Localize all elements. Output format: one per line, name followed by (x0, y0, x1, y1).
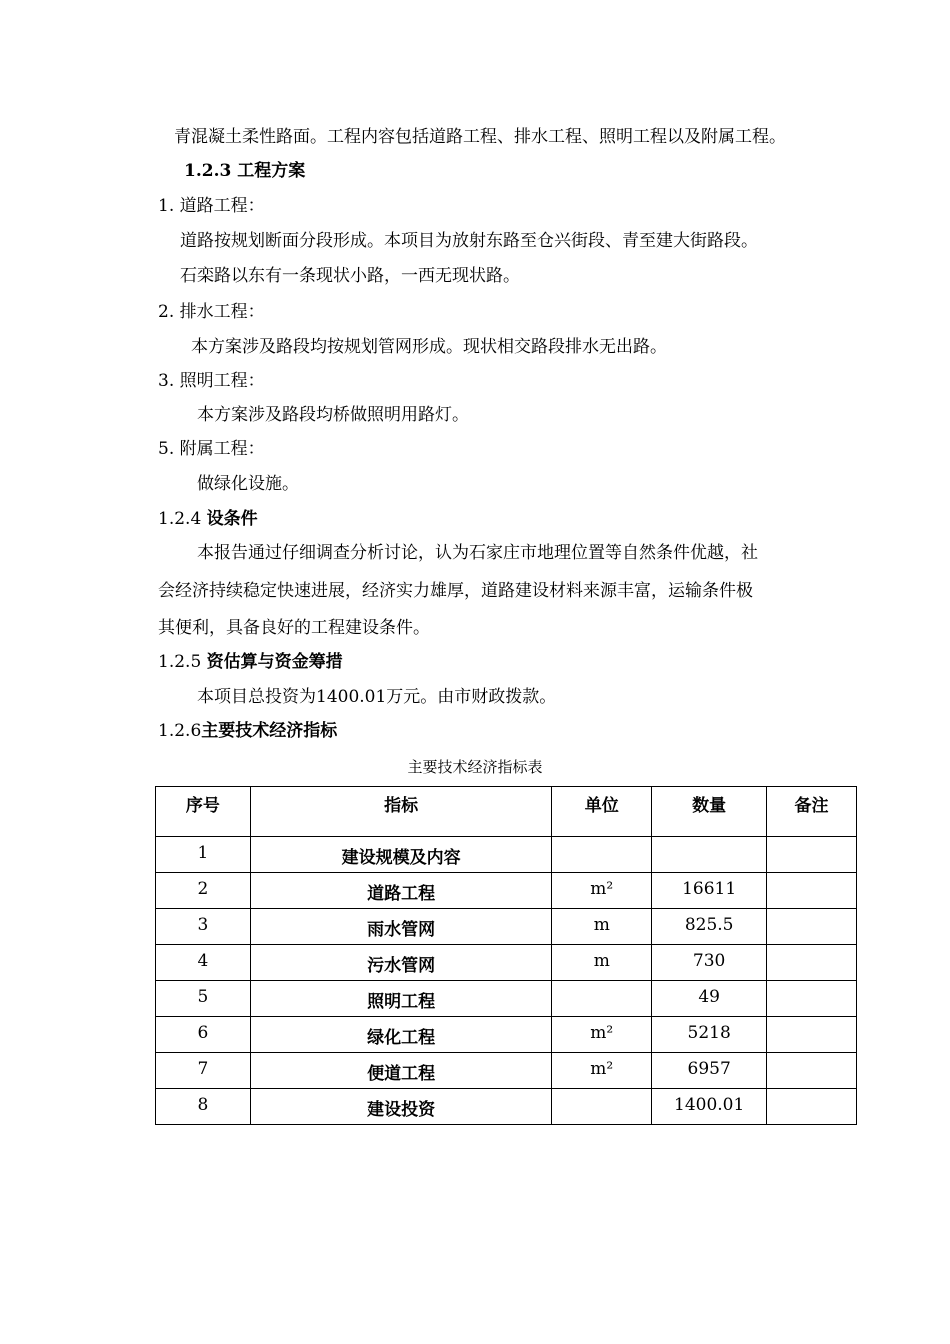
cell-index: 7 (156, 1053, 251, 1089)
section-number: 1.2.5 (158, 652, 202, 672)
cell-indicator: 雨水管网 (250, 909, 551, 945)
cell-indicator: 照明工程 (250, 981, 551, 1017)
cell-quantity: 1400.01 (652, 1089, 767, 1125)
table-row (156, 1089, 857, 1125)
table-row (156, 1053, 857, 1089)
cell-unit: m² (552, 1017, 652, 1053)
section-heading-1-2-3: 1.2.3 工程方案 (184, 161, 306, 181)
cell-indicator: 污水管网 (250, 945, 551, 981)
cell-quantity (652, 837, 767, 873)
cell-unit: m² (552, 873, 652, 909)
cell-quantity: 825.5 (652, 909, 767, 945)
list-item-drainage-heading: 2. 排水工程： (158, 302, 265, 322)
cell-remarks (767, 837, 857, 873)
cell-index: 8 (156, 1089, 251, 1125)
cell-quantity: 49 (652, 981, 767, 1017)
section-heading-1-2-4 (158, 507, 258, 531)
cell-quantity: 730 (652, 945, 767, 981)
header-index: 序号 (156, 787, 251, 837)
table-row (156, 909, 857, 945)
section-title: 设条件 (206, 509, 258, 529)
paragraph-conditions-2: 会经济持续稳定快速进展，经济实力雄厚，道路建设材料来源丰富，运输条件极 (158, 581, 753, 601)
list-item-lighting-text: 本方案涉及路段均桥做照明用路灯。 (197, 405, 469, 425)
paragraph-conditions-1: 本报告通过仔细调查分析讨论，认为石家庄市地理位置等自然条件优越，社 (197, 543, 758, 563)
cell-indicator: 建设投资 (250, 1089, 551, 1125)
paragraph-conditions-3: 其便利，具备良好的工程建设条件。 (158, 618, 430, 638)
table-row (156, 981, 857, 1017)
cell-unit: m² (552, 1053, 652, 1089)
list-item-lighting-heading: 3. 照明工程： (158, 371, 265, 391)
paragraph-continuation: 青混凝土柔性路面。工程内容包括道路工程、排水工程、照明工程以及附属工程。 (174, 127, 786, 147)
cell-indicator: 绿化工程 (250, 1017, 551, 1053)
header-remarks: 备注 (767, 787, 857, 837)
section-title: 主要技术经济指标 (201, 721, 338, 741)
section-heading-1-2-6 (158, 719, 337, 743)
header-indicator: 指标 (250, 787, 551, 837)
cell-indicator: 道路工程 (250, 873, 551, 909)
cell-remarks (767, 1089, 857, 1125)
table-row (156, 837, 857, 873)
list-item-drainage-text: 本方案涉及路段均按规划管网形成。现状相交路段排水无出路。 (191, 337, 667, 357)
cell-remarks (767, 945, 857, 981)
cell-quantity: 16611 (652, 873, 767, 909)
cell-index: 5 (156, 981, 251, 1017)
header-unit: 单位 (552, 787, 652, 837)
cell-indicator: 便道工程 (250, 1053, 551, 1089)
cell-quantity: 6957 (652, 1053, 767, 1089)
cell-index: 1 (156, 837, 251, 873)
indicator-table (155, 786, 857, 1125)
cell-remarks (767, 1017, 857, 1053)
cell-unit (552, 1089, 652, 1125)
list-item-road-heading: 1. 道路工程： (158, 196, 265, 216)
table-caption: 主要技术经济指标表 (407, 758, 543, 776)
paragraph-investment: 本项目总投资为1400.01万元。由市财政拨款。 (197, 687, 557, 707)
cell-index: 4 (156, 945, 251, 981)
header-quantity: 数量 (652, 787, 767, 837)
section-title: 资估算与资金筹措 (206, 652, 343, 672)
cell-unit (552, 837, 652, 873)
cell-remarks (767, 873, 857, 909)
list-item-road-text-2: 石栾路以东有一条现状小路，一西无现状路。 (180, 266, 520, 286)
section-heading-1-2-5 (158, 650, 343, 674)
list-item-road-text-1: 道路按规划断面分段形成。本项目为放射东路至仓兴街段、青至建大街路段。 (180, 231, 758, 251)
list-item-ancillary-text: 做绿化设施。 (197, 474, 299, 494)
section-number: 1.2.4 (158, 509, 202, 529)
section-number: 1.2.6 (158, 721, 202, 741)
table-row (156, 1017, 857, 1053)
cell-quantity: 5218 (652, 1017, 767, 1053)
table-header-row (156, 787, 857, 837)
cell-remarks (767, 1053, 857, 1089)
table-row (156, 873, 857, 909)
cell-index: 3 (156, 909, 251, 945)
cell-index: 2 (156, 873, 251, 909)
cell-unit: m (552, 909, 652, 945)
cell-index: 6 (156, 1017, 251, 1053)
cell-remarks (767, 909, 857, 945)
cell-unit (552, 981, 652, 1017)
list-item-ancillary-heading: 5. 附属工程： (158, 439, 265, 459)
cell-unit: m (552, 945, 652, 981)
table-row (156, 945, 857, 981)
cell-indicator: 建设规模及内容 (250, 837, 551, 873)
cell-remarks (767, 981, 857, 1017)
